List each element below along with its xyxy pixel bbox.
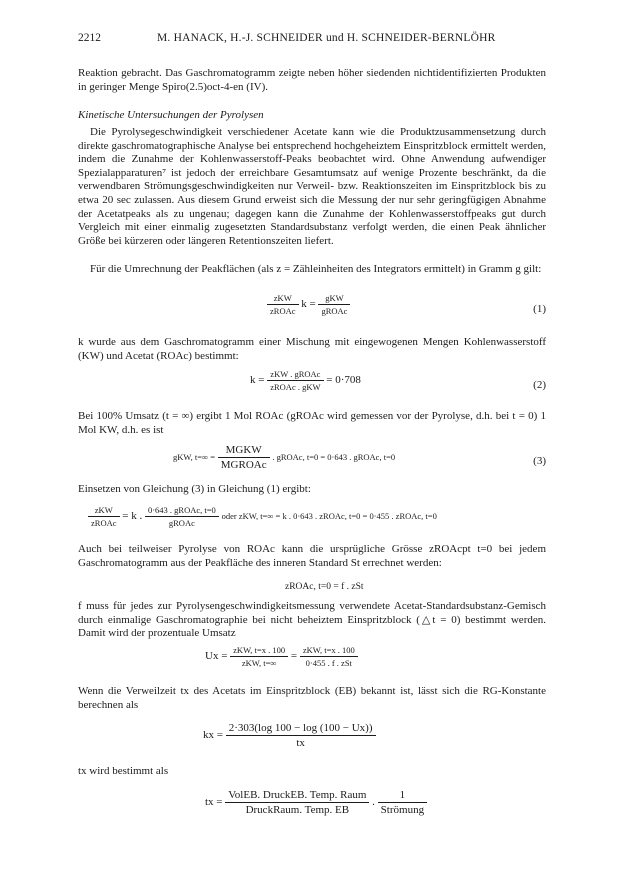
running-authors: M. HANACK, H.-J. SCHNEIDER und H. SCHNEIDER-BERNLÖHR xyxy=(157,32,496,44)
paragraph-6: Einsetzen von Gleichung (3) in Gleichung (1) ergibt: xyxy=(78,483,311,495)
equation-5: zROAc, t=0 = f . zSt xyxy=(285,582,364,592)
equation-4 xyxy=(88,505,437,528)
paragraph-9: Wenn die Verweilzeit tx des Acetats im Einspritzblock (EB) bekannt ist, lässt sich die RG-Konstante berechnen als xyxy=(78,685,546,711)
eq2-den: zROAc . gKW xyxy=(270,382,321,392)
equation-6 xyxy=(205,645,358,668)
paragraph-3: Für die Umrechnung der Peakflächen (als z = Zähleinheiten des Integrators ermittelt) in Gramm g gilt: xyxy=(90,263,542,275)
eq3-den: MGROAc xyxy=(220,459,267,471)
eq8-dot: . xyxy=(372,796,375,809)
eq3-lhs: gKW, t=∞ = xyxy=(173,452,216,463)
equation-3 xyxy=(173,444,395,471)
eq8-den2: Strömung xyxy=(380,804,425,816)
paragraph-8: f muss für jedes zur Pyrolysengeschwindigkeitsmessung verwendete Acetat-Standardsubstanz-Gemisch durch einmalige Gaschromatographie bei nicht beheiztem Einspritzblock (△t = 0) bestimmt werden. Damit wird der prozentuale Umsatz xyxy=(78,600,546,640)
equation-8 xyxy=(205,789,427,816)
eq2-num: zKW . gROAc xyxy=(267,369,323,381)
eq4-rhs: oder zKW, t=∞ = k . 0·643 . zROAc, t=0 = 0·455 . zROAc, t=0 xyxy=(221,511,437,522)
eq3-rhs: . gROAc, t=0 = 0·643 . gROAc, t=0 xyxy=(272,452,396,463)
eq1-num-left: zKW xyxy=(267,293,299,305)
eq3-num: MGKW xyxy=(218,444,270,458)
equation-7 xyxy=(203,722,376,749)
eq1-num-right: gKW xyxy=(318,293,350,305)
eq4-lhs-num: zKW xyxy=(88,505,120,517)
eq4-num: 0·643 . gROAc, t=0 xyxy=(145,505,219,517)
paragraph-4: k wurde aus dem Gaschromatogramm einer Mischung mit eingewogenen Mengen Kohlenwasserstoff (KW) und Acetat (ROAc) bestimmt: xyxy=(78,336,546,362)
eq1-den-left: zROAc xyxy=(270,306,296,316)
eq8-num1: VolEB. DruckEB. Temp. Raum xyxy=(225,789,369,803)
eq8-num2: 1 xyxy=(378,789,427,803)
eq1-den-right: gROAc xyxy=(321,306,348,316)
eq8-den1: DruckRaum. Temp. EB xyxy=(245,804,350,816)
eq4-mid: = k . xyxy=(122,510,143,523)
eq4-den: gROAc xyxy=(168,518,195,528)
eq6-num1: zKW, t=x . 100 xyxy=(230,645,288,657)
equation-3-label: (3) xyxy=(533,455,546,467)
page-number: 2212 xyxy=(78,32,101,44)
eq6-den2: 0·455 . f . zSt xyxy=(305,658,352,668)
eq7-lhs: kx = xyxy=(203,729,223,742)
eq8-lhs: tx = xyxy=(205,796,223,809)
equation-1-label: (1) xyxy=(533,303,546,315)
paragraph-7: Auch bei teilweiser Pyrolyse von ROAc kann die ursprügliche Grösse zROAcpt t=0 bei jedem Gaschromatogramm aus der Peakfläche des inneren Standard St errechnet werden: xyxy=(78,543,546,569)
eq6-num2: zKW, t=x . 100 xyxy=(300,645,358,657)
eq7-num: 2·303(log 100 − log (100 − Ux)) xyxy=(226,722,376,736)
paragraph-5: Bei 100% Umsatz (t = ∞) ergibt 1 Mol ROAc (gROAc wird gemessen vor der Pyrolyse, d.h. bei t = 0) 1 Mol KW, d.h. es ist xyxy=(78,410,546,436)
eq7-den: tx xyxy=(296,737,305,749)
section-title: Kinetische Untersuchungen der Pyrolysen xyxy=(78,109,264,121)
paragraph-10: tx wird bestimmt als xyxy=(78,765,169,777)
eq2-lhs: k = xyxy=(250,374,265,387)
eq6-den1: zKW, t=∞ xyxy=(241,658,277,668)
paragraph-1: Reaktion gebracht. Das Gaschromatogramm zeigte neben höher siedenden nichtidentifizierten Produkten in geringer Menge Spiro(2.5)oct-4-en (IV). xyxy=(78,67,546,93)
equation-2 xyxy=(250,369,361,392)
eq2-rhs: = 0·708 xyxy=(326,374,361,387)
equation-1 xyxy=(267,293,350,316)
paragraph-2: Die Pyrolysegeschwindigkeit verschiedener Acetate kann wie die Produktzusammensetzung durch direkte gaschromatographische Analyse bei entsprechend hochgeheiztem Einspritzblock ermittelt werden, indem die Zunahme der Kohlenwasserstoff-Peaks beobachtet wird. Ohne Anwendung aufwendiger Spezialapparaturen⁷ ist jedoch der erreichbare Gesamtumsatz auf wenige Prozente beschränkt, da die verwendbaren Strömungsgeschwindigkeiten nur Verweil- bzw. Reaktionszeiten im Einspritzblock bis zu etwa 20 sec zulassen. Aus diesem Grund erweist sich die Messung der nur sehr geringfügigen Abnahme der Acetatpeaks als zu ungenau; dagegen kann die Zunahme der Kohlenwasserstoffpeaks gut durch Vergleich mit einer einmalig zugesetzten Standardsubstanz verfolgt werden, die einen Peak ähnlicher Größe bei kürzeren oder längeren Retentionszeiten liefert. xyxy=(78,126,546,247)
eq6-lhs: Ux = xyxy=(205,650,228,663)
eq1-mid: k = xyxy=(301,298,316,311)
eq4-lhs-den: zROAc xyxy=(91,518,117,528)
equation-2-label: (2) xyxy=(533,379,546,391)
eq6-equals: = xyxy=(290,650,298,663)
